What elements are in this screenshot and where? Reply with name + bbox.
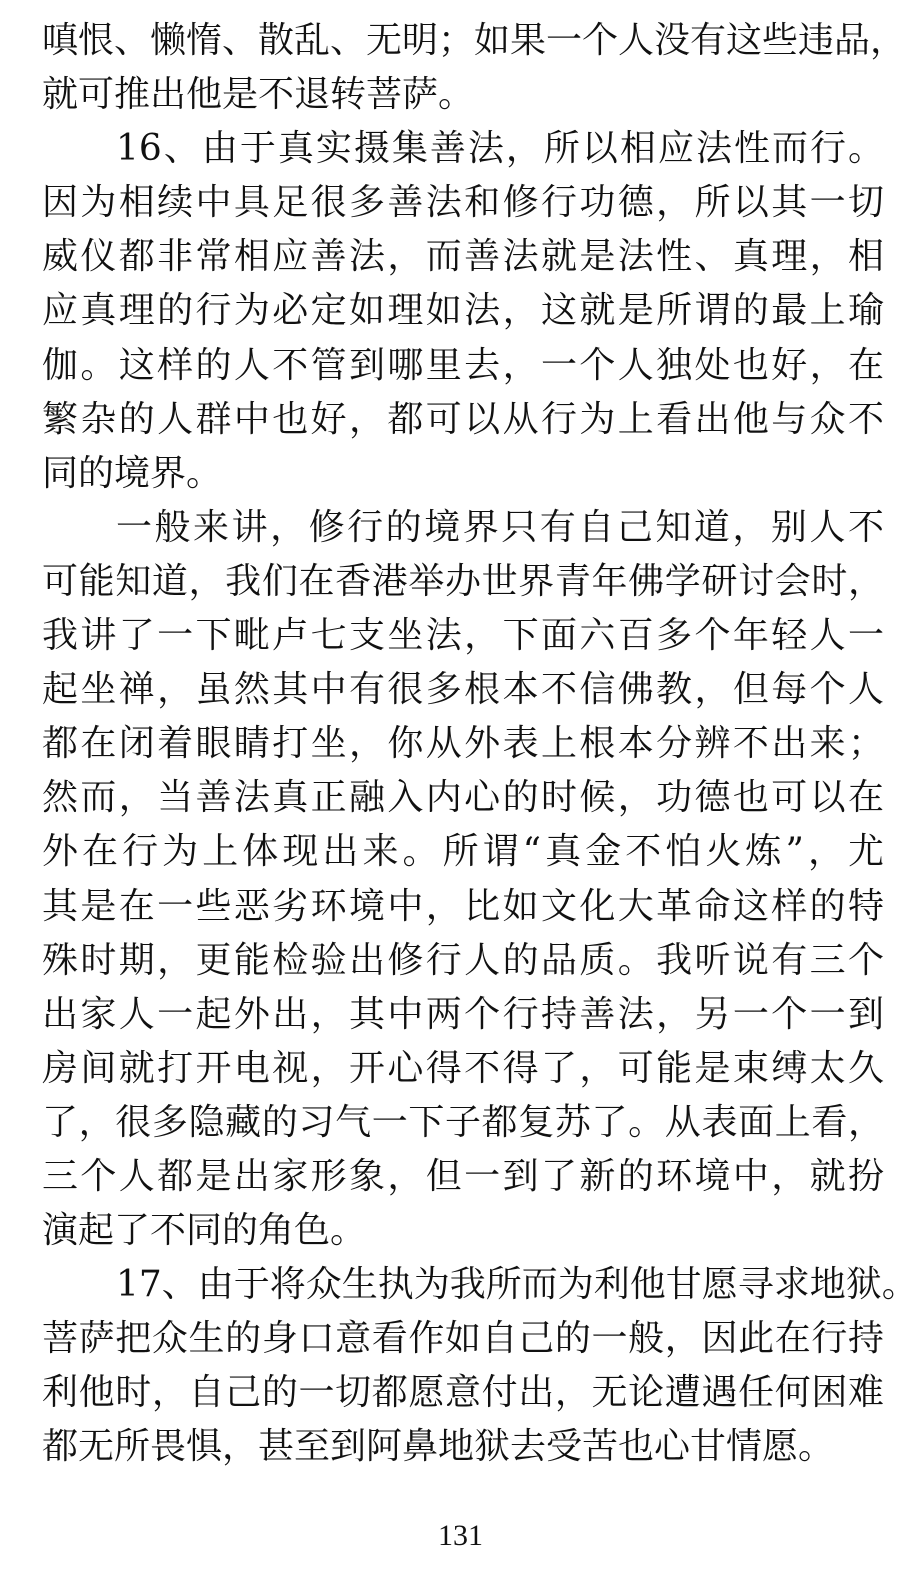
text-line: 了，很多隐藏的习气一下子都复苏了。从表面上看， bbox=[42, 1101, 884, 1143]
text-line: 出家人一起外出，其中两个行持善法，另一个一到 bbox=[42, 993, 884, 1035]
text-line: 17、由于将众生执为我所而为利他甘愿寻求地狱。 bbox=[116, 1264, 918, 1306]
text-line: 然而，当善法真正融入内心的时候，功德也可以在 bbox=[42, 777, 884, 819]
text-line: 就可推出他是不退转菩萨。 bbox=[42, 74, 475, 116]
text-line: 殊时期，更能检验出修行人的品质。我听说有三个 bbox=[42, 939, 884, 981]
text-line: 因为相续中具足很多善法和修行功德，所以其一切 bbox=[42, 182, 884, 224]
body-text bbox=[42, 14, 918, 1475]
text-line: 嗔恨、懒惰、散乱、无明；如果一个人没有这些违品， bbox=[42, 20, 907, 61]
text-line: 外在行为上体现出来。所谓“真金不怕火炼”，尤 bbox=[42, 831, 884, 873]
text-line: 繁杂的人群中也好，都可以从行为上看出他与众不 bbox=[42, 398, 884, 440]
text-line: 威仪都非常相应善法，而善法就是法性、真理，相 bbox=[42, 236, 884, 278]
text-line: 都在闭着眼睛打坐，你从外表上根本分辨不出来； bbox=[42, 723, 884, 765]
text-line: 可能知道，我们在香港举办世界青年佛学研讨会时， bbox=[42, 560, 884, 602]
text-line: 其是在一些恶劣环境中，比如文化大革命这样的特 bbox=[42, 885, 884, 927]
text-line: 都无所畏惧，甚至到阿鼻地狱去受苦也心甘情愿。 bbox=[42, 1426, 835, 1468]
text-line: 演起了不同的角色。 bbox=[42, 1210, 367, 1252]
text-line: 伽。这样的人不管到哪里去，一个人独处也好，在 bbox=[42, 344, 884, 386]
text-line: 三个人都是出家形象，但一到了新的环境中，就扮 bbox=[42, 1155, 884, 1197]
text-line: 房间就打开电视，开心得不得了，可能是束缚太久 bbox=[42, 1047, 884, 1089]
text-line: 16、由于真实摄集善法，所以相应法性而行。 bbox=[116, 128, 884, 170]
text-line: 起坐禅，虽然其中有很多根本不信佛教，但每个人 bbox=[42, 669, 884, 711]
text-line: 一般来讲，修行的境界只有自己知道，别人不 bbox=[116, 506, 884, 548]
text-line: 同的境界。 bbox=[42, 452, 223, 494]
text-line: 应真理的行为必定如理如法，这就是所谓的最上瑜 bbox=[42, 290, 884, 332]
text-line: 利他时，自己的一切都愿意付出，无论遭遇任何困难 bbox=[42, 1372, 884, 1414]
text-line: 我讲了一下毗卢七支坐法，下面六百多个年轻人一 bbox=[42, 615, 884, 657]
text-line: 菩萨把众生的身口意看作如自己的一般，因此在行持 bbox=[42, 1318, 884, 1360]
page-number: 131 bbox=[438, 1519, 483, 1552]
